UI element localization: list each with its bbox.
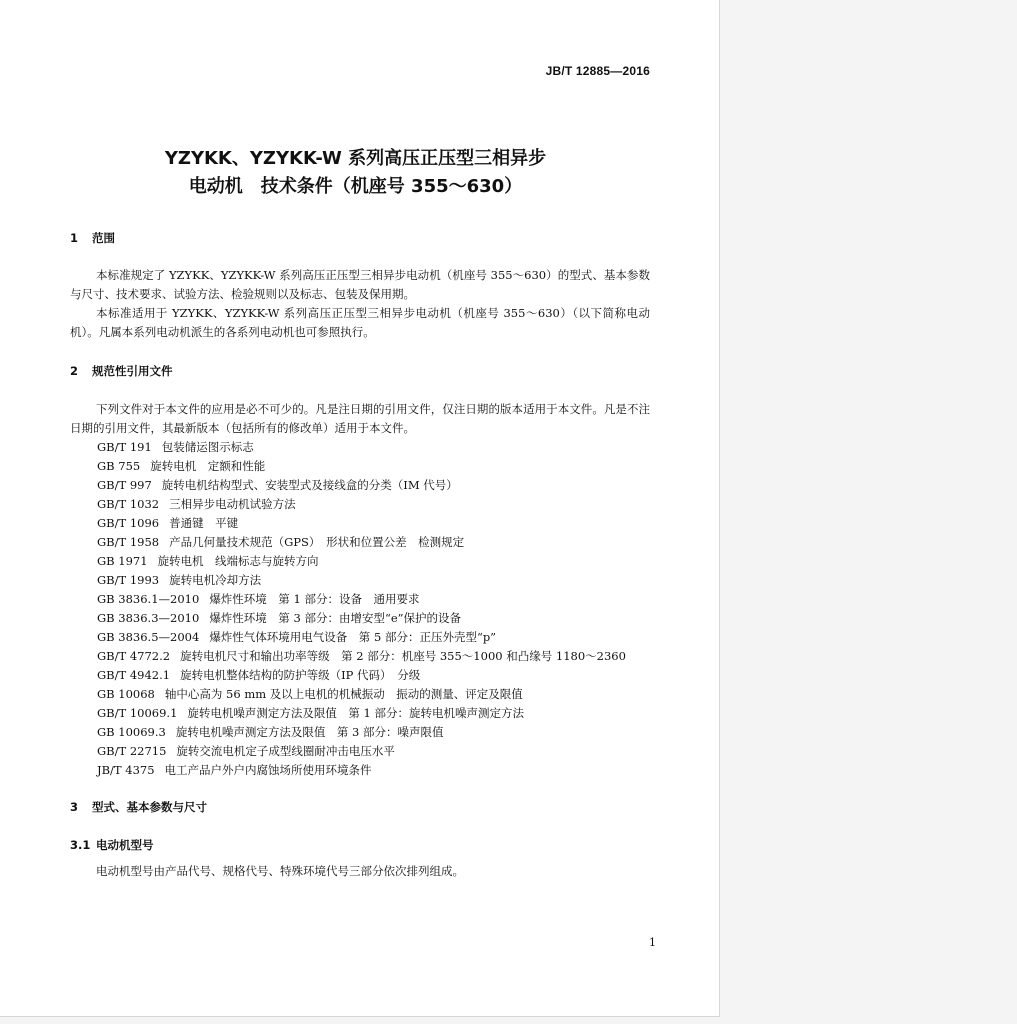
reference-item (97, 704, 626, 723)
reference-code: GB 10068 (97, 687, 155, 701)
reference-item (97, 533, 626, 552)
reference-code: GB/T 22715 (97, 744, 167, 758)
reference-code: GB/T 1993 (97, 573, 160, 587)
reference-title: 三相异步电动机试验方法 (169, 497, 296, 511)
reference-item (97, 590, 626, 609)
reference-title: 旋转交流电机定子成型线圈耐冲击电压水平 (176, 744, 395, 758)
section-1-paragraph-1: 本标准规定了 YZYKK、YZYKK-W 系列高压正压型三相异步电动机（机座号 355～630）的型式、基本参数与尺寸、技术要求、试验方法、检验规则以及标志、包装及保用期。 (70, 268, 650, 301)
reference-title: 旋转电机噪声测定方法及限值 第 3 部分：噪声限值 (175, 725, 444, 739)
subsection-3-1-heading (70, 837, 154, 853)
subsection-title: 电动机型号 (96, 838, 154, 852)
page-number: 1 (649, 936, 656, 949)
subsection-number: 3.1 (70, 838, 91, 852)
section-title: 范围 (92, 231, 115, 245)
reference-item (97, 476, 626, 495)
reference-item (97, 742, 626, 761)
reference-item (97, 609, 626, 628)
reference-item (97, 457, 626, 476)
reference-item (97, 647, 626, 666)
reference-code: GB/T 4772.2 (97, 649, 171, 663)
section-number: 2 (70, 364, 79, 378)
reference-title: 旋转电机 线端标志与旋转方向 (157, 554, 319, 568)
reference-title: 旋转电机尺寸和输出功率等级 第 2 部分：机座号 355～1000 和凸缘号 1180～2360 (180, 649, 626, 663)
reference-code: GB/T 10069.1 (97, 706, 178, 720)
reference-item (97, 552, 626, 571)
section-2-heading (70, 363, 173, 379)
normative-references-list (97, 438, 626, 780)
reference-code: GB/T 1096 (97, 516, 160, 530)
reference-title: 爆炸性气体环境用电气设备 第 5 部分：正压外壳型“p” (209, 630, 497, 644)
reference-item (97, 514, 626, 533)
standard-code: JB/T 12885—2016 (545, 64, 650, 78)
reference-title: 电工产品户外户内腐蚀场所使用环境条件 (164, 763, 372, 777)
reference-code: GB/T 1958 (97, 535, 160, 549)
reference-title: 旋转电机冷却方法 (169, 573, 262, 587)
reference-item (97, 685, 626, 704)
reference-title: 产品几何量技术规范（GPS） 形状和位置公差 检测规定 (169, 535, 465, 549)
reference-item (97, 723, 626, 742)
reference-title: 爆炸性环境 第 3 部分：由增安型“e”保护的设备 (209, 611, 462, 625)
reference-code: GB 3836.5—2004 (97, 630, 200, 644)
reference-code: GB 1971 (97, 554, 148, 568)
section-1-heading (70, 230, 115, 246)
reference-title: 旋转电机整体结构的防护等级（IP 代码） 分级 (180, 668, 421, 682)
reference-code: GB/T 1032 (97, 497, 160, 511)
reference-title: 包装储运图示标志 (161, 440, 254, 454)
reference-code: GB 3836.3—2010 (97, 611, 200, 625)
section-1-paragraph-2: 本标准适用于 YZYKK、YZYKK-W 系列高压正压型三相异步电动机（机座号 355～630）（以下简称电动机）。凡属本系列电动机派生的各系列电动机也可参照执行。 (70, 306, 650, 339)
reference-code: GB/T 191 (97, 440, 152, 454)
document-title-line-2: 电动机 技术条件（机座号 355～630） (188, 176, 523, 197)
subsection-3-1-paragraph-1: 电动机型号由产品代号、规格代号、特殊环境代号三部分依次排列组成。 (96, 864, 464, 878)
section-2-paragraph-1: 下列文件对于本文件的应用是必不可少的。凡是注日期的引用文件，仅注日期的版本适用于本文件。凡是不注日期的引用文件，其最新版本（包括所有的修改单）适用于本文件。 (70, 402, 650, 435)
reference-item (97, 628, 626, 647)
reference-item (97, 571, 626, 590)
reference-title: 旋转电机结构型式、安装型式及接线盒的分类（IM 代号） (161, 478, 458, 492)
reference-title: 旋转电机噪声测定方法及限值 第 1 部分：旋转电机噪声测定方法 (187, 706, 525, 720)
reference-item (97, 666, 626, 685)
reference-code: GB 755 (97, 459, 141, 473)
reference-title: 旋转电机 定额和性能 (150, 459, 266, 473)
document-title-line-1: YZYKK、YZYKK-W 系列高压正压型三相异步 (164, 148, 547, 169)
reference-code: GB 3836.1—2010 (97, 592, 200, 606)
reference-code: GB 10069.3 (97, 725, 166, 739)
reference-item (97, 495, 626, 514)
reference-title: 爆炸性环境 第 1 部分：设备 通用要求 (209, 592, 420, 606)
reference-item (97, 761, 626, 780)
reference-code: GB/T 997 (97, 478, 152, 492)
section-number: 3 (70, 800, 79, 814)
section-number: 1 (70, 231, 79, 245)
section-title: 型式、基本参数与尺寸 (92, 800, 207, 814)
reference-item (97, 438, 626, 457)
section-3-heading (70, 799, 207, 815)
section-title: 规范性引用文件 (92, 364, 173, 378)
reference-title: 普通键 平键 (169, 516, 239, 530)
reference-title: 轴中心高为 56 mm 及以上电机的机械振动 振动的测量、评定及限值 (164, 687, 523, 701)
reference-code: GB/T 4942.1 (97, 668, 171, 682)
reference-code: JB/T 4375 (97, 763, 155, 777)
